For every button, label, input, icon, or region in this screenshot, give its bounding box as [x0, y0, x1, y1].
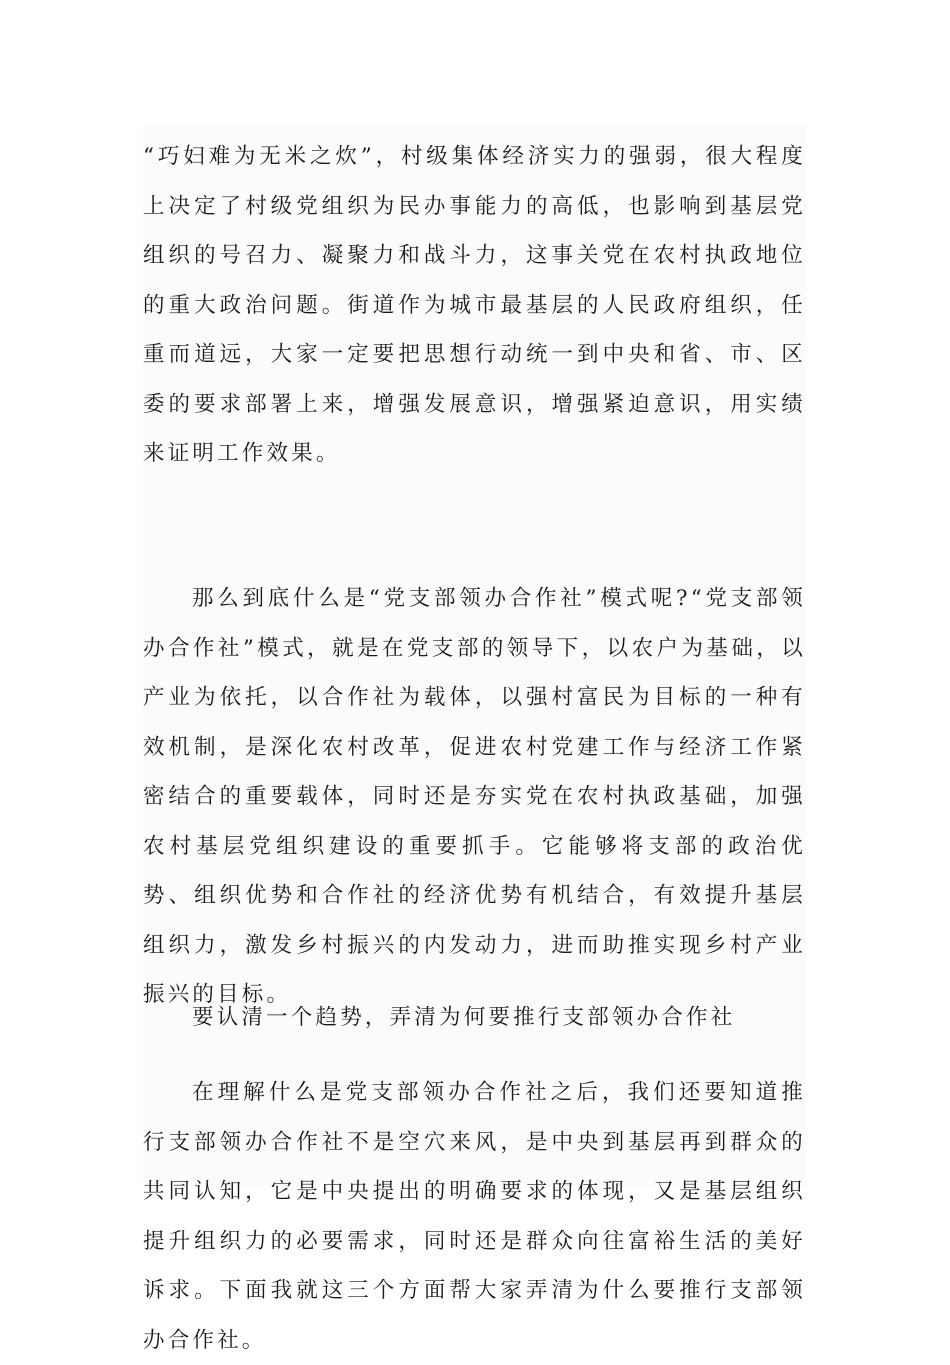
body-paragraph-3: 在理解什么是党支部领办合作社之后，我们还要知道推行支部领办合作社不是空穴来风，是中央到基层再到群众的共同认知，它是中央提出的明确要求的体现，又是基层组织提升组织力的必要需求，同时还是群众向往富裕生活的美好诉求。下面我就这三个方面帮大家弄清为什么要推行支部领办合作社。	[143, 1080, 806, 1353]
body-paragraph-1: “巧妇难为无米之炊”，村级集体经济实力的强弱，很大程度上决定了村级党组织为民办事能力的高低，也影响到基层党组织的号召力、凝聚力和战斗力，这事关党在农村执政地位的重大政治问题。街道作为城市最基层的人民政府组织，任重而道远，大家一定要把思想行动统一到中央和省、市、区委的要求部署上来，增强发展意识，增强紧迫意识，用实绩来证明工作效果。	[143, 144, 806, 466]
document-page	[143, 126, 806, 1353]
body-paragraph-2: 那么到底什么是“党支部领办合作社”模式呢?“党支部领办合作社”模式，就是在党支部的领导下，以农户为基础，以产业为依托，以合作社为载体，以强村富民为目标的一种有效机制，是深化农村改革，促进农村党建工作与经济工作紧密结合的重要载体，同时还是夯实党在农村执政基础，加强农村基层党组织建设的重要抓手。它能够将支部的政治优势、组织优势和合作社的经济优势有机结合，有效提升基层组织力，激发乡村振兴的内发动力，进而助推实现乡村产业振兴的目标。	[143, 586, 806, 1007]
section-heading: 要认清一个趋势，弄清为何要推行支部领办合作社	[192, 1005, 736, 1030]
